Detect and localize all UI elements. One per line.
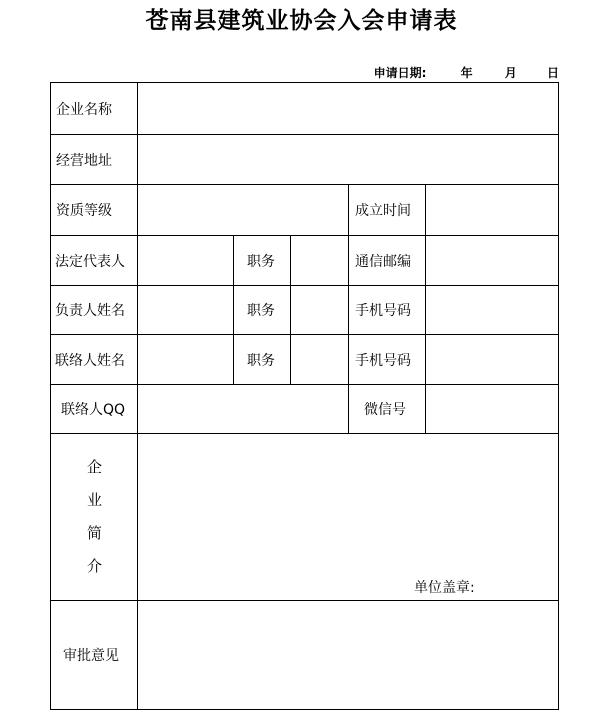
form-title: 苍南县建筑业协会入会申请表: [145, 7, 458, 34]
day-label: 日: [546, 66, 559, 80]
address-field[interactable]: [138, 135, 558, 184]
company-intro-field[interactable]: [138, 434, 558, 600]
date-label: 申请日期:: [373, 66, 427, 80]
legal-rep-position-field[interactable]: [291, 236, 348, 285]
intro-char: 企: [86, 458, 102, 476]
qualification-label: 资质等级: [56, 203, 112, 219]
person-position-field[interactable]: [291, 286, 348, 334]
application-date: [374, 64, 559, 81]
company-intro-label: [51, 434, 138, 600]
person-mobile-label: 手机号码: [355, 303, 411, 319]
person-in-charge-label: 负责人姓名: [55, 303, 125, 319]
wechat-field[interactable]: [426, 385, 558, 433]
postcode-label: 通信邮编: [355, 253, 411, 270]
contact-qq-field[interactable]: [138, 385, 348, 433]
month-label: 月: [504, 66, 517, 80]
intro-char: 简: [86, 524, 102, 542]
contact-mobile-label: 手机号码: [355, 352, 411, 369]
company-name-field[interactable]: [138, 83, 558, 134]
contact-position-label: 职务: [247, 352, 275, 369]
stamp-label: 单位盖章:: [414, 580, 475, 596]
person-position-label: 职务: [247, 303, 275, 319]
intro-char: 介: [86, 557, 102, 575]
intro-char: 业: [86, 491, 102, 509]
approval-field[interactable]: [138, 601, 558, 709]
legal-rep-label: 法定代表人: [55, 253, 125, 270]
postcode-field[interactable]: [426, 236, 558, 285]
legal-rep-position-label: 职务: [247, 253, 275, 270]
company-name-label: 企业名称: [56, 101, 112, 118]
contact-mobile-field[interactable]: [426, 335, 558, 384]
contact-name-field[interactable]: [138, 335, 233, 384]
qualification-field[interactable]: [138, 185, 348, 235]
address-label: 经营地址: [56, 152, 112, 169]
approval-label: 审批意见: [63, 648, 119, 664]
contact-name-label: 联络人姓名: [55, 352, 125, 369]
established-label: 成立时间: [355, 203, 411, 219]
wechat-label: 微信号: [364, 402, 406, 418]
person-mobile-field[interactable]: [426, 286, 558, 334]
contact-position-field[interactable]: [291, 335, 348, 384]
person-in-charge-field[interactable]: [138, 286, 233, 334]
year-label: 年: [460, 66, 473, 80]
contact-qq-label: 联络人QQ: [61, 402, 126, 418]
established-field[interactable]: [426, 185, 558, 235]
legal-rep-field[interactable]: [138, 236, 233, 285]
